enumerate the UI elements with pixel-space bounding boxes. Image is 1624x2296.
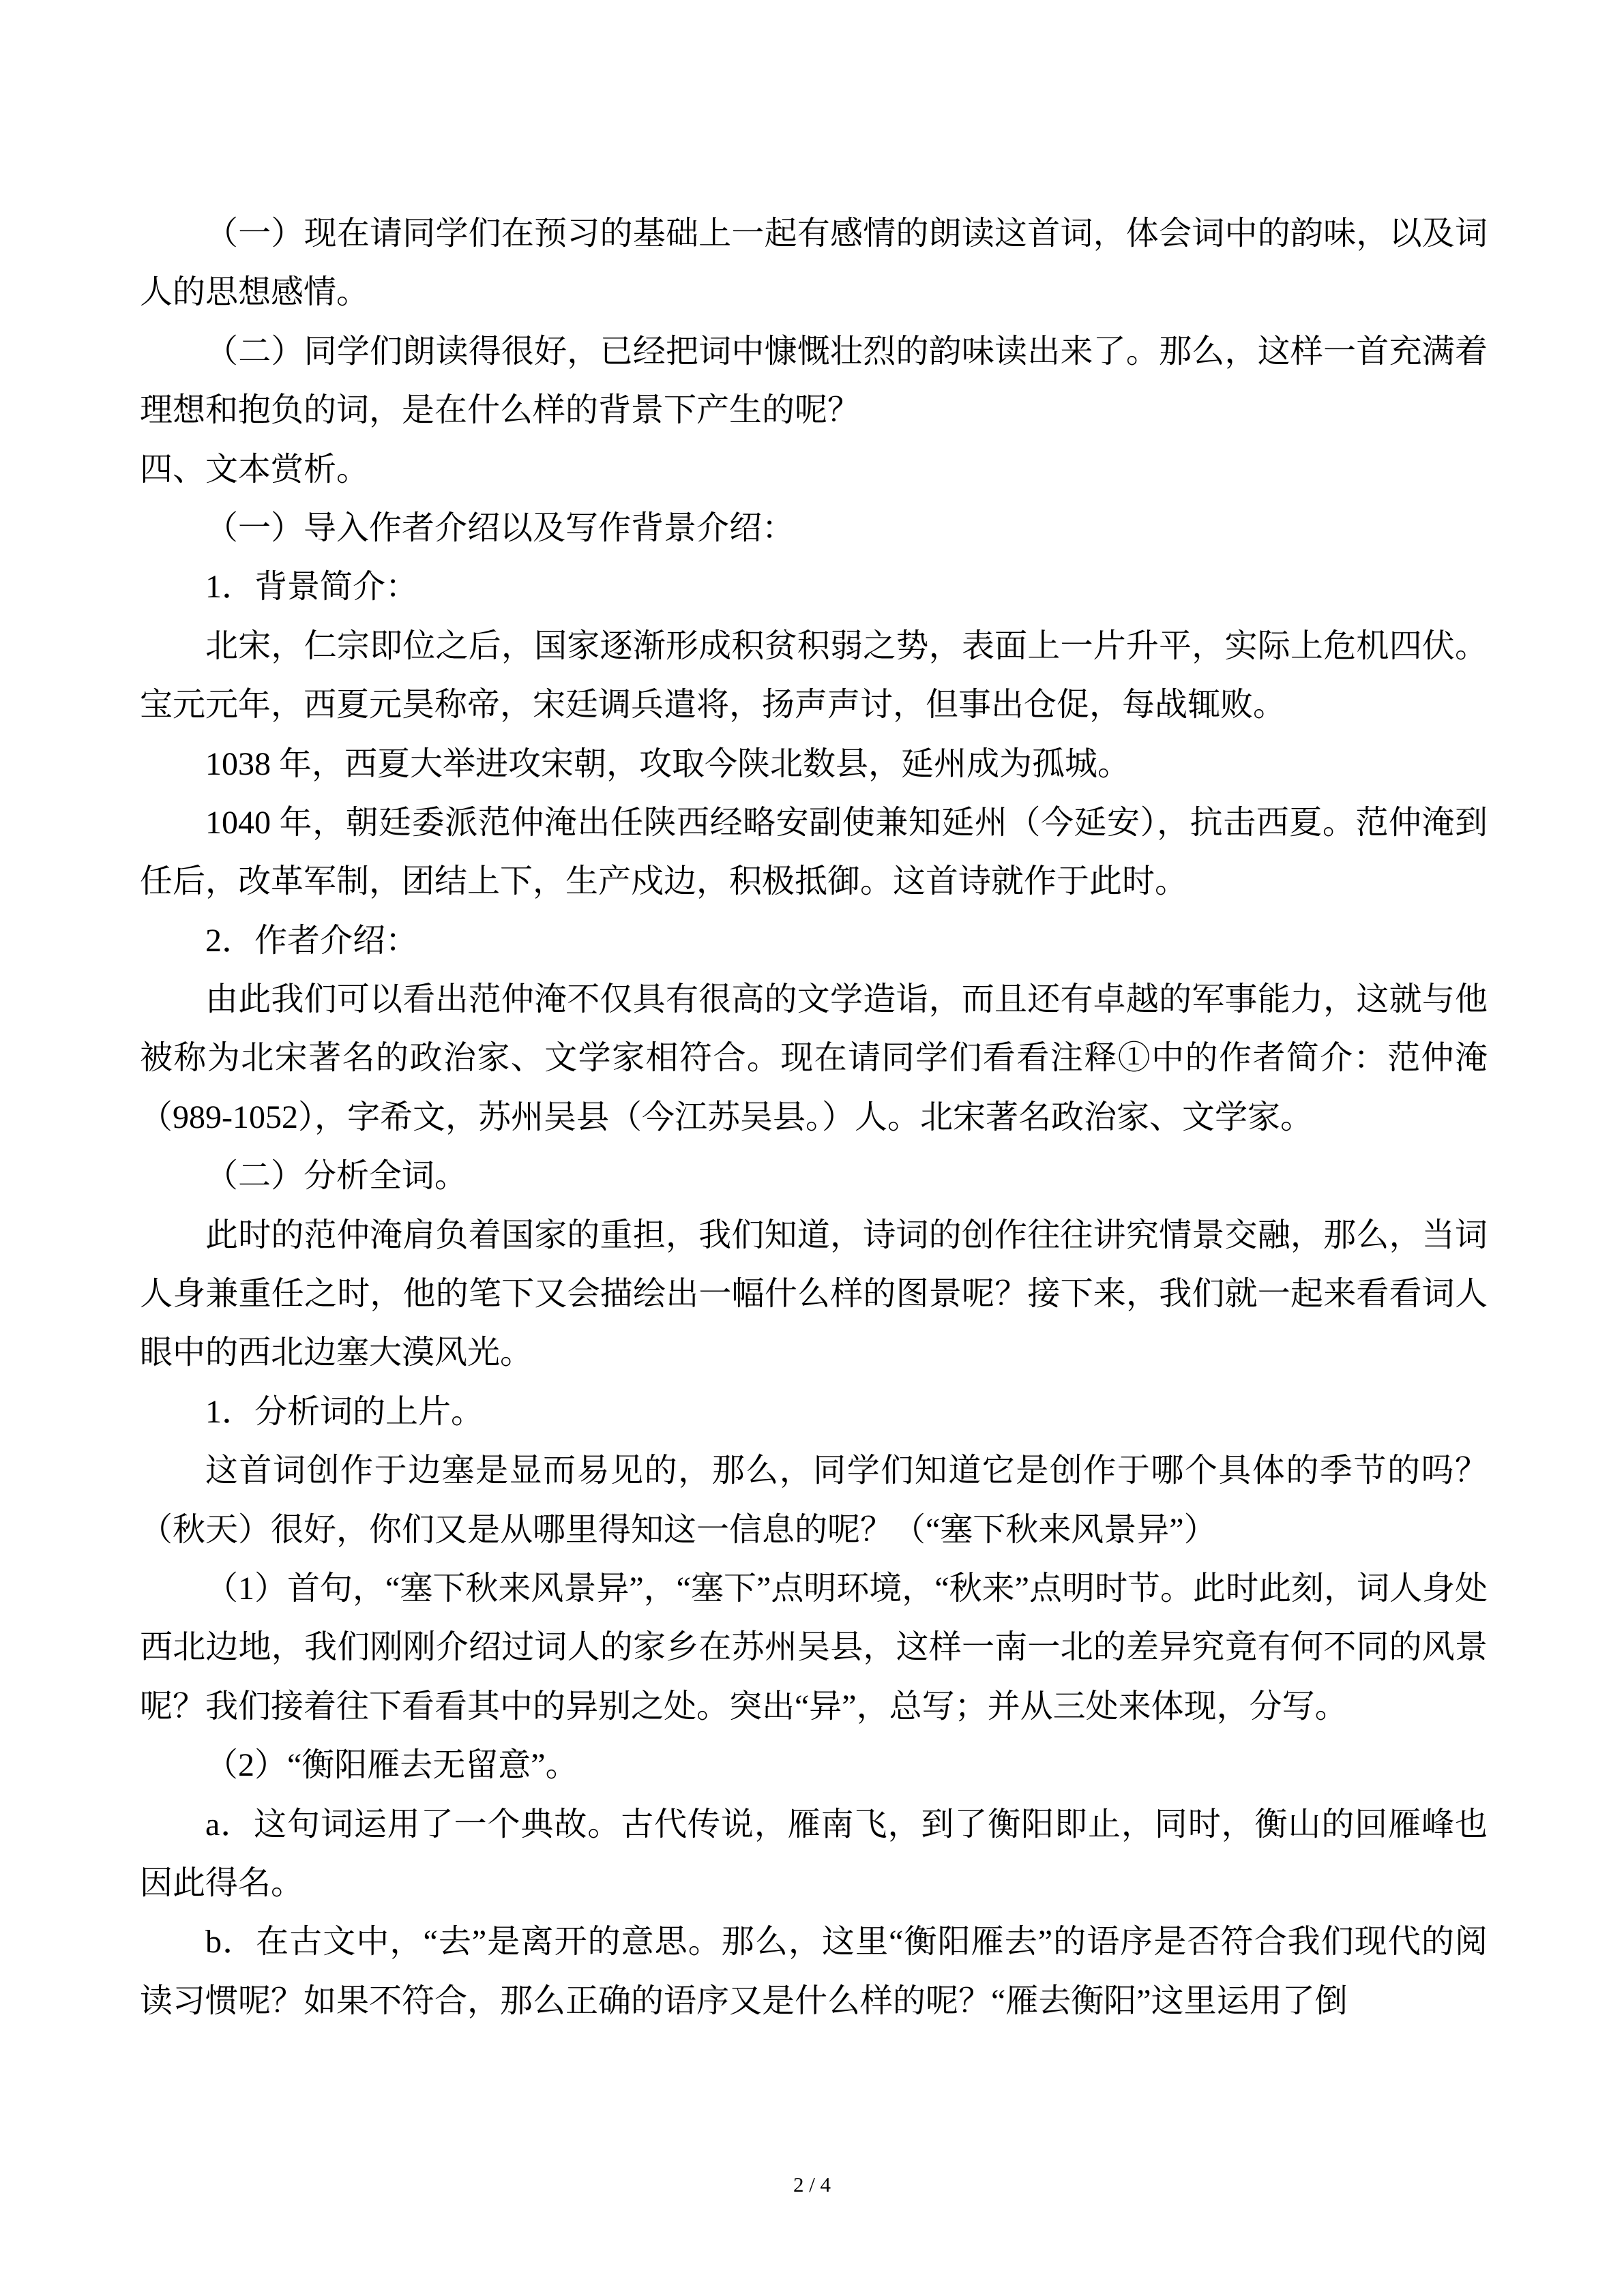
page-number: 2 / 4 [793,2173,831,2196]
page-footer [0,2172,1624,2197]
document-body [140,205,1488,2031]
paragraph: （二）分析全词。 [205,1158,468,1195]
paragraph: 1038 年，西夏大举进攻宋朝，攻取今陕北数县，延州成为孤城。 [205,745,1131,782]
paragraph: 1．分析词的上片。 [205,1393,484,1430]
paragraph: 由此我们可以看出范仲淹不仅具有很高的文学造诣，而且还有卓越的军事能力，这就与他被称为北宋著名的政治家、文学家相符合。现在请同学们看看注释①中的作者简介：范仲淹（989-1052），字希文，苏州吴县（今江苏吴县。）人。北宋著名政治家、文学家。 [140,981,1488,1135]
section-heading-4: 四、文本赏析。 [140,451,370,488]
paragraph: （一）导入作者介绍以及写作背景介绍： [205,509,795,546]
paragraph: b．在古文中，“去”是离开的意思。那么，这里“衡阳雁去”的语序是否符合我们现代的阅读习惯呢？如果不符合，那么正确的语序又是什么样的呢？“雁去衡阳”这里运用了倒 [140,1924,1488,2019]
paragraph: 此时的范仲淹肩负着国家的重担，我们知道，诗词的创作往往讲究情景交融，那么，当词人身兼重任之时，他的笔下又会描绘出一幅什么样的图景呢？接下来，我们就一起来看看词人眼中的西北边塞大漠风光。 [140,1217,1488,1371]
paragraph: 2．作者介绍： [205,922,419,959]
paragraph: （1）首句，“塞下秋来风景异”，“塞下”点明环境，“秋来”点明时节。此时此刻，词人身处西北边地，我们刚刚介绍过词人的家乡在苏州吴县，这样一南一北的差异究竟有何不同的风景呢？我们接着往下看看其中的异别之处。突出“异”，总写；并从三处来体现，分写。 [140,1570,1488,1725]
paragraph: （二）同学们朗读得很好，已经把词中慷慨壮烈的韵味读出来了。那么，这样一首充满着理想和抱负的词，是在什么样的背景下产生的呢？ [140,333,1488,429]
paragraph: a．这句词运用了一个典故。古代传说，雁南飞，到了衡阳即止，同时，衡山的回雁峰也因此得名。 [140,1806,1488,1901]
paragraph: 北宋，仁宗即位之后，国家逐渐形成积贫积弱之势，表面上一片升平，实际上危机四伏。宝元元年，西夏元昊称帝，宋廷调兵遣将，扬声声讨，但事出仓促，每战辄败。 [140,627,1488,724]
paragraph: 这首词创作于边塞是显而易见的，那么，同学们知道它是创作于哪个具体的季节的吗？（秋天）很好，你们又是从哪里得知这一信息的呢？（“塞下秋来风景异”） [140,1452,1488,1548]
paragraph: 1．背景简介： [205,569,419,606]
paragraph: 1040 年，朝廷委派范仲淹出任陕西经略安副使兼知延州（今延安），抗击西夏。范仲淹到任后，改革军制，团结上下，生产戍边，积极抵御。这首诗就作于此时。 [140,804,1488,900]
paragraph: （2）“衡阳雁去无留意”。 [205,1747,578,1784]
paragraph: （一）现在请同学们在预习的基础上一起有感情的朗读这首词，体会词中的韵味，以及词人的思想感情。 [140,215,1488,311]
